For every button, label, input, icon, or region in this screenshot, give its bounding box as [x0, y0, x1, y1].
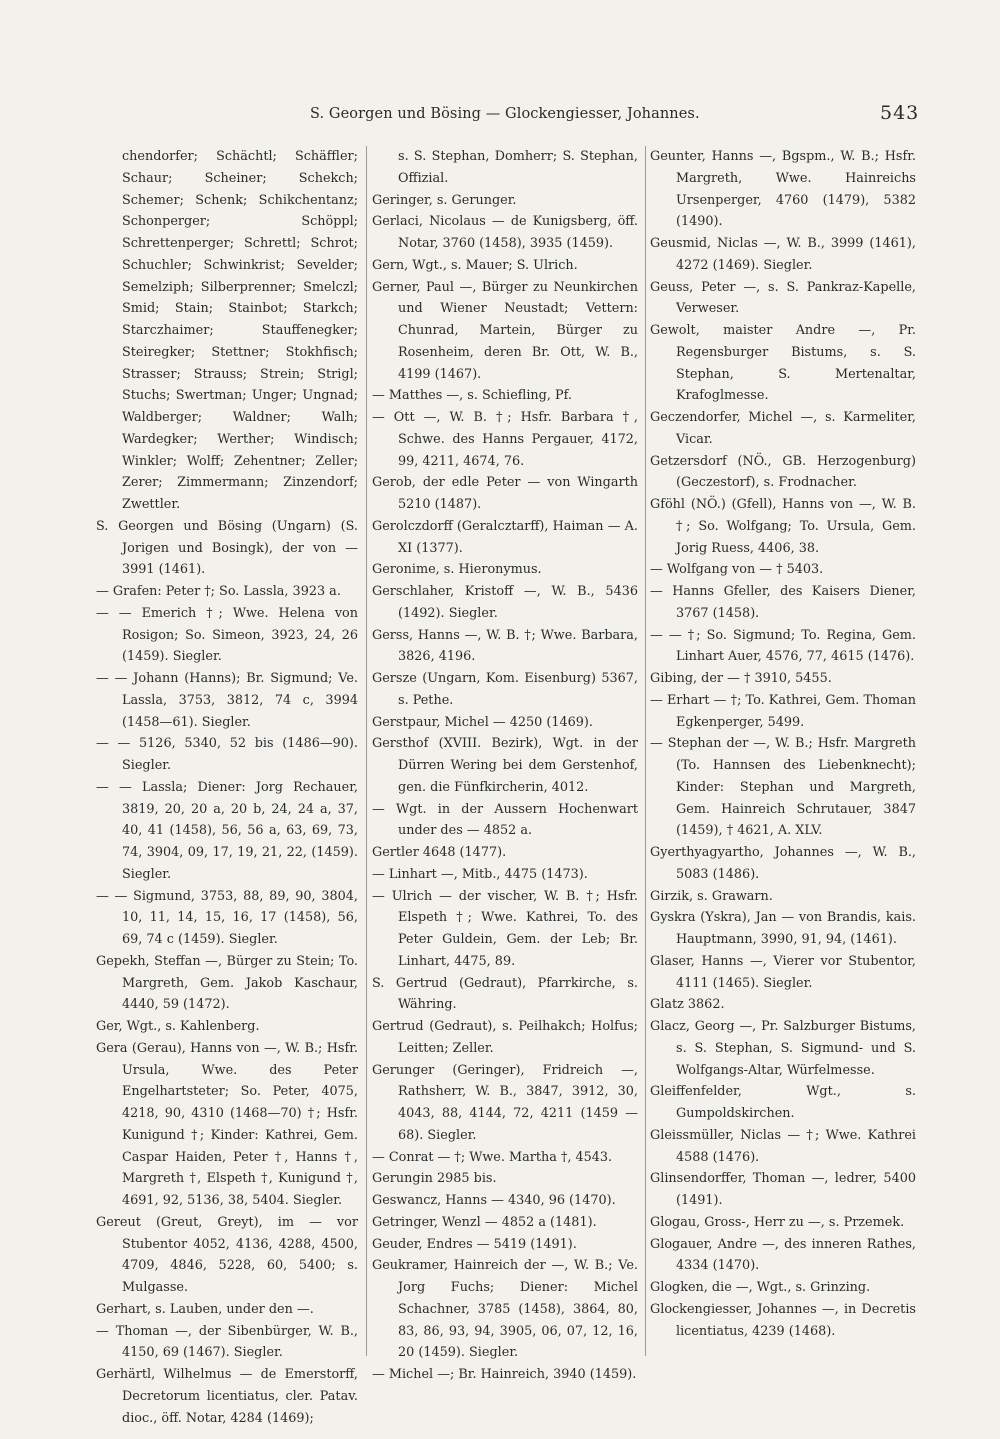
index-entry: Girzik, s. Grawarn. [650, 888, 773, 904]
index-entry: — — Emerich †; Wwe. Helena von Rosigon; So. Simeon, 3923, 24, 26 (1459). Siegler. [96, 605, 358, 665]
index-entry: Gleissmüller, Niclas — †; Wwe. Kathrei 4588 (1476). [650, 1127, 916, 1165]
index-column-3 [650, 146, 916, 1342]
index-entry: — — Johann (Hanns); Br. Sigmund; Ve. Lassla, 3753, 3812, 74 c, 3994 (1458—61). Siegler. [96, 671, 358, 730]
index-entry: Glogauer, Andre —, des inneren Rathes, 4334 (1470). [650, 1236, 916, 1274]
index-entry: Gern, Wgt., s. Mauer; S. Ulrich. [372, 257, 578, 273]
index-entry: Glatz 3862. [650, 997, 725, 1013]
index-entry: — — Sigmund, 3753, 88, 89, 90, 3804, 10, 11, 14, 15, 16, 17 (1458), 56, 69, 74 c (1459). Siegler. [96, 888, 358, 947]
index-entry: Gerner, Paul —, Bürger zu Neunkirchen und Wiener Neustadt; Vettern: Chunrad, Martein, Bürger zu Rosenheim, deren Br. Ott, W. B., 4199 (1467). [372, 279, 638, 382]
index-entry: Gföhl (NÖ.) (Gfell), Hanns von —, W. B. †; So. Wolfgang; To. Ursula, Gem. Jorig Ruess, 4406, 38. [650, 497, 916, 556]
index-entry: Getringer, Wenzl — 4852 a (1481). [372, 1214, 597, 1230]
index-entry: Gyskra (Yskra), Jan — von Brandis, kais. Hauptmann, 3990, 91, 94, (1461). [650, 910, 916, 947]
index-entry: — Linhart —, Mitb., 4475 (1473). [372, 866, 588, 882]
index-entry: Glogken, die —, Wgt., s. Grinzing. [650, 1280, 871, 1295]
index-entry: — — †; So. Sigmund; To. Regina, Gem. Linhart Auer, 4576, 77, 4615 (1476). [650, 627, 916, 665]
index-entry: Geusmid, Niclas —, W. B., 3999 (1461), 4272 (1469). Siegler. [650, 236, 916, 273]
running-title: S. Georgen und Bösing — Glockengiesser, Johannes. [310, 106, 700, 122]
index-entry: Glockengiesser, Johannes —, in Decretis licentiatus, 4239 (1468). [650, 1301, 916, 1339]
index-entry: — Wgt. in der Aussern Hochenwart under des — 4852 a. [372, 801, 638, 839]
index-entry: Gerhart, s. Lauben, under den —. [96, 1301, 314, 1317]
index-entry: Geczendorfer, Michel —, s. Karmeliter, Vicar. [650, 410, 916, 447]
index-entry: Gerungin 2985 bis. [372, 1171, 497, 1187]
index-entry: Getzersdorf (NÖ., GB. Herzogenburg) (Geczestorf), s. Frodnacher. [650, 453, 916, 491]
index-entry: Geronime, s. Hieronymus. [372, 562, 542, 578]
index-entry: Gertler 4648 (1477). [372, 845, 507, 860]
index-entry: — Matthes —, s. Schiefling, Pf. [372, 388, 572, 404]
index-column-2 [372, 146, 638, 1386]
index-entry: Glogau, Gross-, Herr zu —, s. Przemek. [650, 1214, 905, 1230]
index-entry: Gerlaci, Nicolaus — de Kunigsberg, öff. Notar, 3760 (1458), 3935 (1459). [372, 214, 638, 251]
index-entry: Glinsendorffer, Thoman —, ledrer, 5400 (1491). [650, 1171, 916, 1208]
index-entry: Gerss, Hanns —, W. B. †; Wwe. Barbara, 3826, 4196. [372, 627, 638, 665]
index-entry: — Ott —, W. B. †; Hsfr. Barbara †, Schwe. des Hanns Pergauer, 4172, 99, 4211, 4674, 76. [372, 410, 638, 469]
index-entry: Gerstpaur, Michel — 4250 (1469). [372, 714, 593, 730]
index-entry: Ger, Wgt., s. Kahlenberg. [96, 1019, 260, 1034]
column-divider [645, 146, 646, 1356]
index-entry: Geringer, s. Gerunger. [372, 192, 517, 208]
index-entry: Gleiffenfelder, Wgt., s. Gumpoldskirchen. [650, 1084, 916, 1121]
index-entry: Geuss, Peter —, s. S. Pankraz-Kapelle, Verweser. [650, 279, 916, 317]
index-entry: S. Gertrud (Gedraut), Pfarrkirche, s. Währing. [372, 975, 638, 1013]
index-entry: — — 5126, 5340, 52 bis (1486—90). Siegler. [96, 736, 358, 773]
index-entry: Gera (Gerau), Hanns von —, W. B.; Hsfr. Ursula, Wwe. des Peter Engelhartsteter; So. Peter, 4075, 4218, 90, 4310 (1468—70) †; Hsfr. Kunigund †; Kinder: Kathrei, Gem. Caspar Haiden, Peter †, Hanns †, Margreth †, Elspeth †, Kunigund †, 4691, 92, 5136, 38, 5404. Siegler. [96, 1040, 358, 1208]
index-entry: Gibing, der — † 3910, 5455. [650, 671, 832, 686]
index-entry: Gerhärtl, Wilhelmus — de Emerstorff, Decretorum licentiatus, cler. Patav. dioc., öff. Notar, 4284 (1469); [96, 1367, 358, 1426]
index-entry: — Grafen: Peter †; So. Lassla, 3923 a. [96, 584, 341, 599]
index-entry: — Hanns Gfeller, des Kaisers Diener, 3767 (1458). [650, 584, 916, 621]
index-entry: — — Lassla; Diener: Jorg Rechauer, 3819, 20, 20 a, 20 b, 24, 24 a, 37, 40, 41 (1458), 56, 56 a, 63, 69, 73, 74, 3904, 09, 17, 19, 21, 22, (1459). Siegler. [96, 779, 358, 882]
index-entry: Gertrud (Gedraut), s. Peilhakch; Holfus; Leitten; Zeller. [372, 1019, 638, 1056]
index-entry: — Thoman —, der Sibenbürger, W. B., 4150, 69 (1467). Siegler. [96, 1323, 358, 1361]
index-entry: S. Georgen und Bösing (Ungarn) (S. Jorigen und Bosingk), der von — 3991 (1461). [96, 518, 358, 578]
page-number: 543 [880, 102, 920, 124]
index-entry: Geukramer, Hainreich der —, W. B.; Ve. Jorg Fuchs; Diener: Michel Schachner, 3785 (1458), 3864, 80, 83, 86, 93, 94, 3905, 06, 07, 12, 16, 20 (1459). Siegler. [372, 1258, 638, 1361]
index-entry: Gepekh, Steffan —, Bürger zu Stein; To. Margreth, Gem. Jakob Kaschaur, 4440, 59 (1472). [96, 953, 358, 1013]
index-entry: Gewolt, maister Andre —, Pr. Regensburger Bistums, s. S. Stephan, S. Mertenaltar, Krafoglmesse. [650, 323, 916, 404]
index-entry: Gerschlaher, Kristoff —, W. B., 5436 (1492). Siegler. [372, 584, 638, 621]
index-entry: — Conrat — †; Wwe. Martha †, 4543. [372, 1149, 613, 1165]
index-entry: Geswancz, Hanns — 4340, 96 (1470). [372, 1193, 616, 1208]
index-entry: — Ulrich — der vischer, W. B. †; Hsfr. Elspeth †; Wwe. Kathrei, To. des Peter Guldein, Gem. der Leb; Br. Linhart, 4475, 89. [372, 888, 638, 969]
index-entry: Gerob, der edle Peter — von Wingarth 5210 (1487). [372, 475, 638, 512]
column-divider [366, 146, 367, 1356]
index-entry: Gerolczdorff (Geralcztarff), Haiman — A. XI (1377). [372, 518, 638, 556]
index-entry: — Wolfgang von — † 5403. [650, 562, 824, 578]
index-entry: Gersze (Ungarn, Kom. Eisenburg) 5367, s. Pethe. [372, 671, 638, 708]
index-entry: Glacz, Georg —, Pr. Salzburger Bistums, s. S. Stephan, S. Sigmund- und S. Wolfgangs-Altar, Würfelmesse. [650, 1019, 916, 1078]
index-entry: Glaser, Hanns —, Vierer vor Stubentor, 4111 (1465). Siegler. [650, 953, 916, 991]
index-entry: Gersthof (XVIII. Bezirk), Wgt. in der Dürren Wering bei dem Gerstenhof, gen. die Fünfkircherin, 4012. [372, 736, 638, 795]
index-entry: Gerunger (Geringer), Fridreich —, Rathsherr, W. B., 3847, 3912, 30, 4043, 88, 4144, 72, 4211 (1459 —68). Siegler. [372, 1062, 638, 1143]
index-entry: Geuder, Endres — 5419 (1491). [372, 1236, 577, 1252]
page-header [0, 102, 1000, 132]
index-entry: s. S. Stephan, Domherr; S. Stephan, Offizial. [398, 149, 638, 186]
index-entry: Gyerthyagyartho, Johannes —, W. B., 5083 (1486). [650, 845, 916, 882]
index-entry: chendorfer; Schächtl; Schäffler; Schaur; Scheiner; Schekch; Schemer; Schenk; Schikchentanz; Schonperger; Schöppl; Schrettenperger; Schrettl; Schrot; Schuchler; Schwinkrist; Sevelder; Semelziph; Silberprenner; Smelczl; Smid; Stain; Stainbot; Starkch; Starczhaimer; Stauffenegker; Steiregker; Stettner; Stokhfisch; Strasser; Strauss; Strein; Strigl; Stuchs; Swertman; Unger; Ungnad; Waldberger; Waldner; Walh; Wardegker; Werther; Windisch; Winkler; Wolff; Zehentner; Zeller; Zerer; Zimmermann; Zinzendorf; Zwettler. [122, 149, 358, 512]
index-entry: Gereut (Greut, Greyt), im — vor Stubentor 4052, 4136, 4288, 4500, 4709, 4846, 5228, 60, 5400; s. Mulgasse. [96, 1214, 358, 1295]
index-entry: Geunter, Hanns —, Bgspm., W. B.; Hsfr. Margreth, Wwe. Hainreichs Ursenperger, 4760 (1479), 5382 (1490). [650, 149, 916, 230]
index-entry: — Stephan der —, W. B.; Hsfr. Margreth (To. Hannsen des Liebenknecht); Kinder: Stephan und Margreth, Gem. Hainreich Schrutauer, 3847 (1459), † 4621, A. XLV. [650, 736, 916, 839]
index-entry: — Erhart — †; To. Kathrei, Gem. Thoman Egkenperger, 5499. [650, 692, 916, 730]
index-entry: — Michel —; Br. Hainreich, 3940 (1459). [372, 1367, 637, 1382]
index-column-1 [96, 146, 358, 1429]
